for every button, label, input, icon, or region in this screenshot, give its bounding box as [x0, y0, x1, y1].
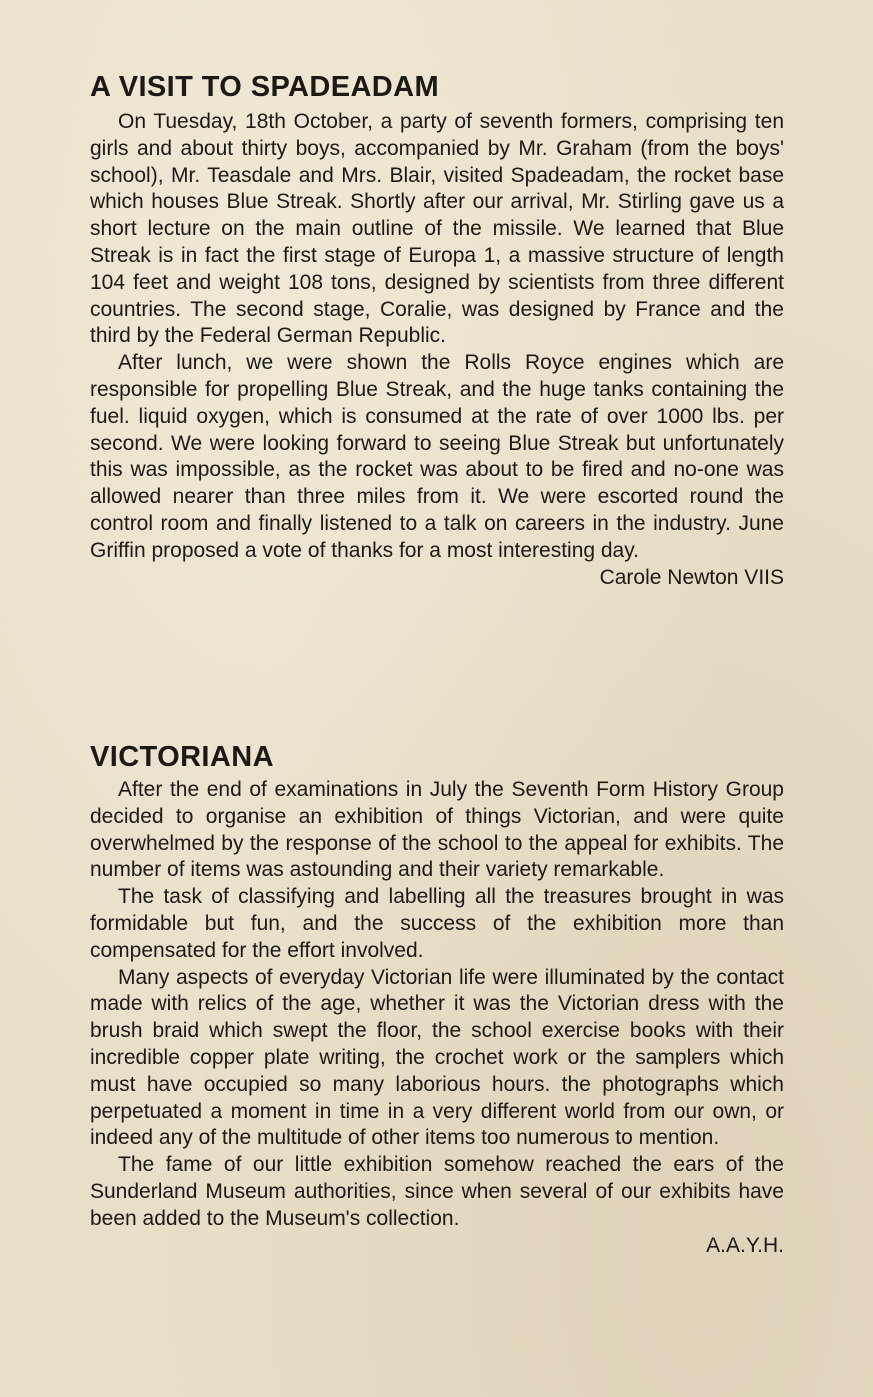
article-title: VICTORIANA — [90, 741, 274, 773]
article-paragraph: Many aspects of everyday Victorian life were illuminated by the contact made with relics of the age, whether it was the Victorian dress with the brush braid which swept the floor, the school exercise books with their incredible copper plate writing, the crochet work or the samplers which must have occupied so many laborious hours. the photographs which perpetuated a moment in time in a very different world from our own, or indeed any of the multitude of other items too numerous to mention. — [90, 965, 784, 1150]
article-signature: Carole Newton VIIS — [599, 565, 784, 589]
article-paragraph: After lunch, we were shown the Rolls Royce engines which are responsible for propelling Blue Streak, and the huge tanks containing the fuel. liquid oxygen, which is consumed at the rate of over 1000 lbs. per second. We were looking forward to seeing Blue Streak but unfortunately this was impossible, as the rocket was about to be fired and no-one was allowed nearer than three miles from it. We were escorted round the control room and finally listened to a talk on careers in the industry. June Griffin proposed a vote of thanks for a most interesting day. — [90, 351, 784, 562]
article-paragraph: On Tuesday, 18th October, a party of seventh formers, comprising ten girls and about thirty boys, accompanied by Mr. Graham (from the boys' school), Mr. Teasdale and Mrs. Blair, visited Spadeadam, the rocket base which houses Blue Streak. Shortly after our arrival, Mr. Stirling gave us a short lecture on the main outline of the missile. We learned that Blue Streak is in fact the first stage of Europa 1, a massive structure of length 104 feet and weight 108 tons, designed by scientists from three different countries. The second stage, Coralie, was designed by France and the third by the Federal German Republic. — [90, 110, 784, 348]
article-title: A VISIT TO SPADEADAM — [90, 71, 440, 103]
article-paragraph: The task of classifying and labelling all the treasures brought in was formidable but fun, and the success of the exhibition more than compensated for the effort involved. — [90, 885, 784, 962]
article-paragraph: After the end of examinations in July the Seventh Form History Group decided to organise an exhibition of things Victorian, and were quite overwhelmed by the response of the school to the appeal for exhibits. The number of items was astounding and their variety remarkable. — [90, 778, 784, 882]
article-spadeadam — [90, 70, 784, 591]
article-signature: A.A.Y.H. — [706, 1233, 784, 1257]
article-paragraph: The fame of our little exhibition somehow reached the ears of the Sunderland Museum authorities, since when several of our exhibits have been added to the Museum's collection. — [90, 1153, 784, 1230]
article-victoriana — [90, 740, 784, 1259]
